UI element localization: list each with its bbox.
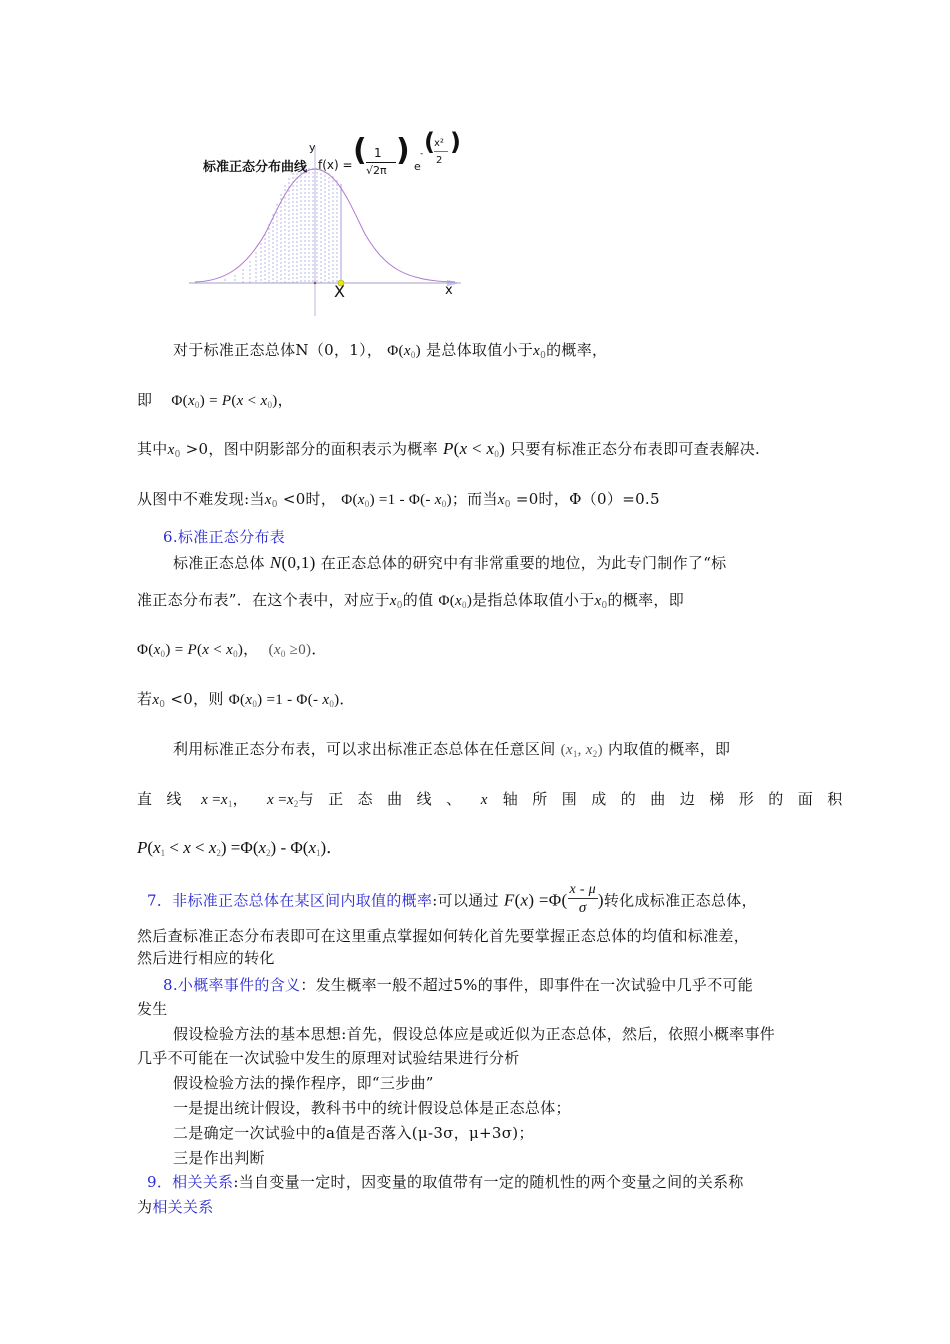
equation-phi-nonnegative: $\Phi(x_0) = P(x < x_0)$， $(x_0 \ge 0)$． [137, 642, 327, 659]
formula-numerator: 1 [374, 146, 382, 160]
section-9-line-2: 为相关关系 [137, 1198, 214, 1216]
section-8-line-2: 发生 [137, 1000, 168, 1018]
y-axis-label: y [309, 141, 316, 154]
paragraph-interval-probability: 利用标准正态分布表，可以求出标准正态总体在任意区间 ($x_1$, $x_2$) 内取值的概率，即 [173, 740, 731, 759]
shaded-area [225, 168, 337, 283]
formula-exp-numerator: x² [434, 138, 444, 149]
hypothesis-step-3: 三是作出判断 [173, 1149, 265, 1167]
paragraph-symmetry: 从图中不难发现:当$x_0 <0$时， $\Phi(x_0) =1 - \Phi(-$ $x_0$)；而当$x_0 =0$时，Φ（0）=0.5 [137, 490, 660, 510]
section-9: 9．相关关系:当自变量一定时，因变量的取值带有一定的随机性的两个变量之间的关系称 [147, 1173, 744, 1191]
paragraph-phi-definition: 对于标准正态总体N（0，1）， $\Phi(x_0)$ 是总体取值小于$x_0$的概率， [173, 341, 608, 361]
paragraph-shaded-area: 其中$x_0 >0$，图中阴影部分的面积表示为概率 $P(x < x_0)$ 只要有标准正态分布表即可查表解决. [137, 439, 761, 460]
formula-exp-base: e [414, 160, 421, 173]
hypothesis-steps-intro: 假设检验方法的操作程序，即“三步曲” [173, 1074, 434, 1092]
formula-lhs: f(x) = [318, 158, 353, 172]
section-7-line-2: 然后查标准正态分布表即可在这里重点掌握如何转化首先要掌握正态总体的均值和标准差， [137, 927, 750, 945]
formula-denominator: √2π [366, 164, 387, 177]
phi-symbol: $\Phi(x_0)$ [387, 343, 421, 360]
hypothesis-basic-idea-line-2: 几乎不可能在一次试验中发生的原理对试验结果进行分析 [137, 1049, 520, 1067]
hypothesis-basic-idea-line-1: 假设检验方法的基本思想:首先，假设总体应是或近似为正态总体，然后，依照小概率事件 [173, 1025, 776, 1043]
paragraph-table-explanation: 准正态分布表”．在这个表中，对应于$x_0$的值 $\Phi(x_0)$是指总体取值小于$x_0$的概率，即 [137, 591, 685, 611]
hypothesis-step-1: 一是提出统计假设，教科书中的统计假设总体是正态总体； [173, 1099, 571, 1117]
section-6-heading: 6.标准正态分布表 [163, 528, 286, 546]
hypothesis-step-2: 二是确定一次试验中的a值是否落入(μ-3σ，μ+3σ)； [173, 1124, 534, 1142]
x-axis-label: x [445, 283, 453, 298]
paragraph-curved-trapezoid: 直线 $x =x_1$， $x =x_2$与正态曲线、 x 轴所围成的曲边梯形的面积 [137, 790, 857, 809]
equation-interval-area: $P(x_1 < x < x_2) =\Phi(x_2) - \Phi(x_1)$． [137, 838, 344, 858]
section-7-heading: 7．非标准正态总体在某区间内取值的概率 [147, 891, 433, 910]
paragraph-phi-equation: 即 $\Phi(x_0) = P(x < x_0)$， [137, 391, 293, 410]
section-8-heading: 8.小概率事件的含义 [163, 976, 301, 994]
correlation-term: 相关关系 [152, 1198, 214, 1216]
section-7: 7．非标准正态总体在某区间内取值的概率:可以通过 F(x) =Φ( $\frac{x - \mu}{\sigma}$ )转化成标准正态总体， [147, 882, 757, 916]
section-9-heading: 相关关系 [172, 1173, 234, 1191]
normal-curve [195, 169, 455, 282]
section-7-line-3: 然后进行相应的转化 [137, 949, 275, 967]
paragraph-standard-normal-intro: 标准正态总体 N(0,1) 在正态总体的研究中有非常重要的地位，为此专门制作了“标 [173, 553, 727, 572]
figure-title: 标准正态分布曲线 [203, 160, 308, 175]
x0-marker-label: X [334, 282, 345, 301]
section-8: 8.小概率事件的含义：发生概率一般不超过5%的事件，即事件在一次试验中几乎不可能 [163, 976, 754, 994]
formula-exp-denominator: 2 [436, 155, 443, 166]
equation-phi-negative: 若$x_0 <0$，则 $\Phi(x_0) =1 - \Phi(-$ $x_0$)． [137, 690, 355, 710]
